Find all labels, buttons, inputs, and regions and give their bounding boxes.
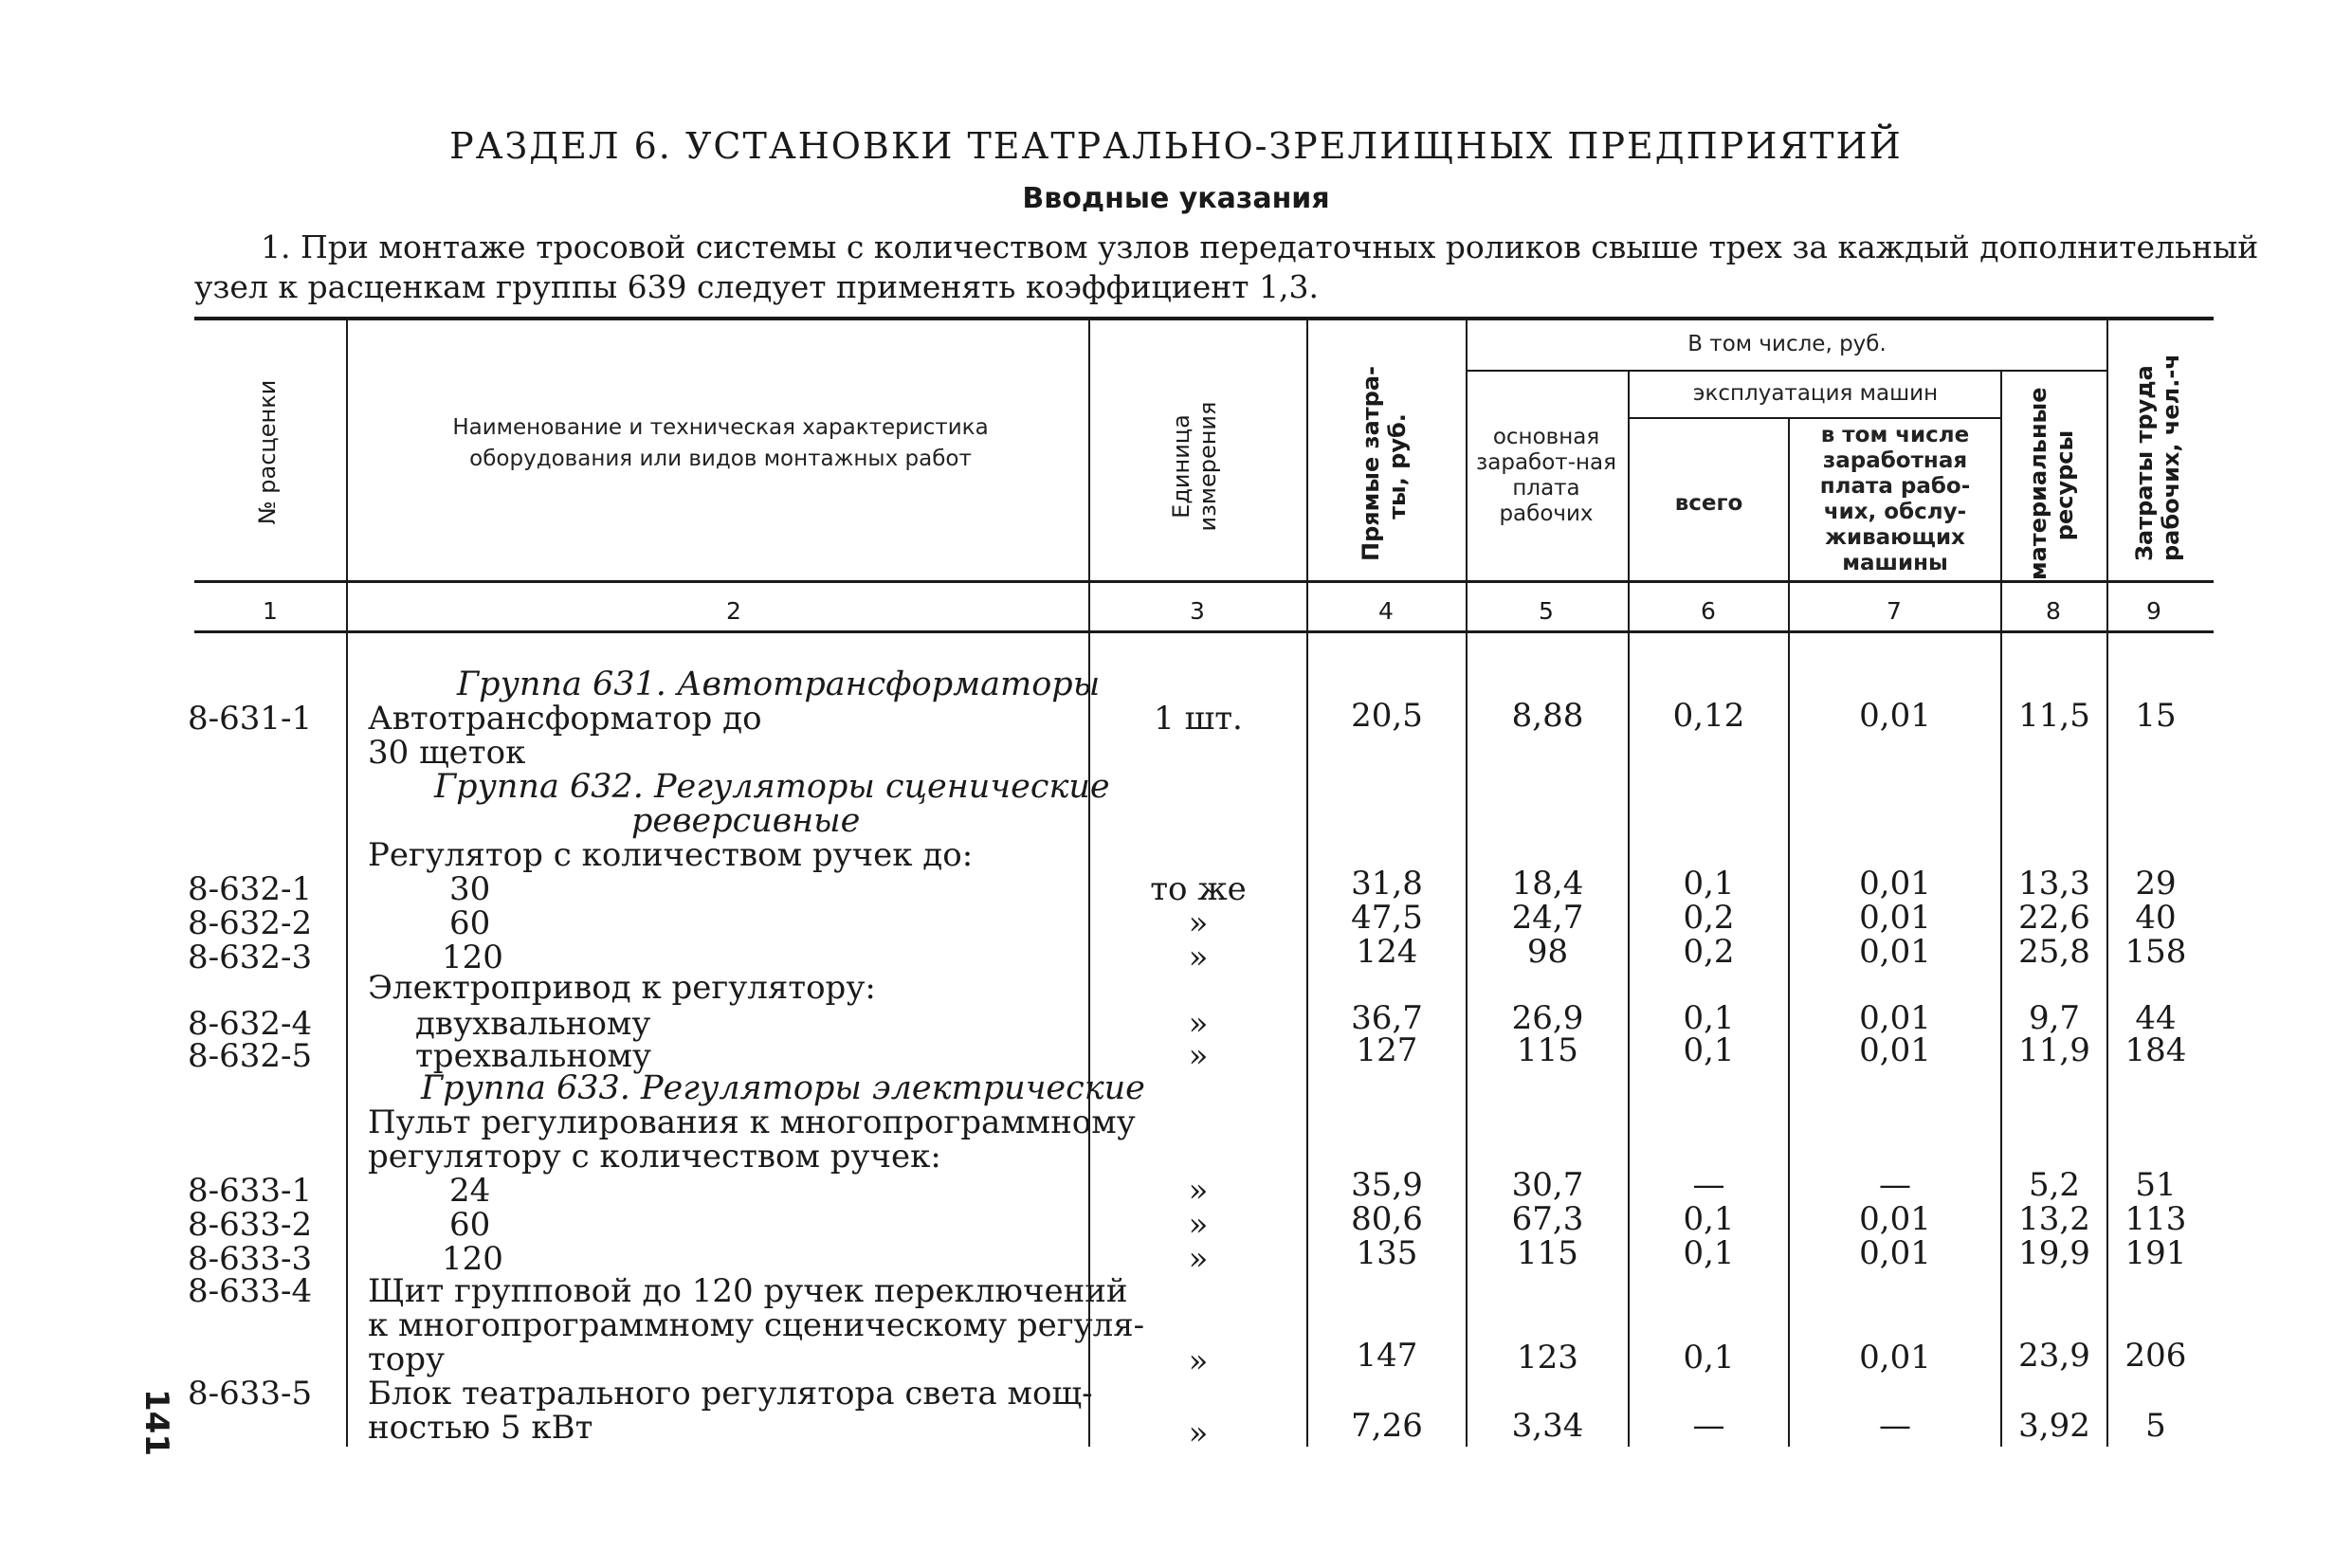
- row-description: Регулятор с количеством ручек до:: [368, 836, 974, 874]
- row-name: 60: [449, 904, 491, 942]
- row-code: 8-633-4: [188, 1272, 313, 1310]
- row-exploit-wage: —: [1879, 1166, 1911, 1204]
- row-unit: »: [1188, 1172, 1209, 1210]
- row-labor: 184: [2124, 1031, 2187, 1069]
- row-labor: 15: [2135, 697, 2177, 735]
- row-code: 8-632-5: [188, 1037, 313, 1075]
- colnum-bottom-rule: [194, 630, 2214, 633]
- row-description: тору: [368, 1340, 446, 1378]
- header-col-code: № расценки: [254, 379, 281, 525]
- header-col-base-wage: основная заработ-ная плата рабочих: [1476, 425, 1616, 526]
- row-code: 8-632-2: [188, 904, 313, 942]
- row-exploit-wage: 0,01: [1859, 697, 1931, 735]
- row-materials: 19,9: [2018, 1234, 2090, 1272]
- row-unit: »: [1188, 1240, 1209, 1278]
- row-direct-costs: 20,5: [1351, 697, 1423, 735]
- row-exploit-wage: 0,01: [1859, 1031, 1931, 1069]
- row-base-wage: 8,88: [1511, 697, 1584, 735]
- col-divider: [346, 320, 348, 633]
- col-number: 3: [1190, 597, 1205, 625]
- row-description: Щит групповой до 120 ручек переключений: [368, 1272, 1128, 1310]
- row-exploit-total: 0,1: [1683, 1031, 1735, 1069]
- row-exploit-wage: 0,01: [1859, 1234, 1931, 1272]
- row-code: 8-632-1: [188, 870, 313, 908]
- row-labor: 51: [2135, 1166, 2177, 1204]
- row-base-wage: 123: [1517, 1339, 1578, 1377]
- col-number: 1: [263, 597, 278, 625]
- row-materials: 23,9: [2018, 1337, 2090, 1375]
- row-code: 8-633-1: [188, 1172, 313, 1210]
- col-number: 2: [726, 597, 741, 625]
- intro-line-2: узел к расценкам группы 639 следует применять коэффициент 1,3.: [194, 268, 1319, 305]
- row-description: Автотрансформатор до: [368, 700, 762, 738]
- group-header-rule: [1468, 370, 2106, 372]
- group-title: Группа 632. Регуляторы сценические: [434, 768, 1110, 806]
- row-exploit-wage: 0,01: [1859, 933, 1931, 971]
- row-base-wage: 24,7: [1511, 899, 1584, 937]
- group-title: Группа 633. Регуляторы электрические: [421, 1069, 1145, 1107]
- row-exploit-total: 0,2: [1683, 899, 1735, 937]
- row-exploit-total: 0,1: [1683, 1200, 1735, 1238]
- row-unit: »: [1188, 1037, 1209, 1075]
- row-base-wage: 115: [1517, 1234, 1578, 1272]
- row-name: 120: [442, 1240, 503, 1278]
- col-number: 6: [1701, 597, 1716, 625]
- row-labor: 44: [2135, 999, 2177, 1037]
- row-direct-costs: 127: [1356, 1031, 1418, 1069]
- row-direct-costs: 35,9: [1351, 1166, 1423, 1204]
- row-unit: »: [1188, 939, 1209, 976]
- row-labor: 113: [2124, 1200, 2187, 1238]
- row-base-wage: 18,4: [1511, 865, 1584, 903]
- row-unit: то же: [1150, 870, 1247, 908]
- row-exploit-total: 0,1: [1683, 865, 1735, 903]
- table-top-rule: [194, 317, 2214, 320]
- header-col-name-line2: оборудования или видов монтажных работ: [469, 447, 972, 471]
- header-group-including: В том числе, руб.: [1687, 332, 1887, 356]
- row-unit: »: [1188, 1005, 1209, 1043]
- row-name: 24: [449, 1172, 491, 1210]
- row-materials: 5,2: [2028, 1166, 2081, 1204]
- page-title: РАЗДЕЛ 6. УСТАНОВКИ ТЕАТРАЛЬНО-ЗРЕЛИЩНЫХ ПРЕДПРИЯТИЙ: [449, 125, 1903, 167]
- row-unit: »: [1188, 904, 1209, 942]
- exploit-header-rule: [1630, 417, 2001, 419]
- intro-line-1: 1. При монтаже тросовой системы с количеством узлов передаточных роликов свыше трех за каждый дополнительный: [261, 228, 2259, 265]
- header-col-exploit-total: всего: [1674, 491, 1743, 516]
- row-materials: 13,2: [2018, 1200, 2090, 1238]
- row-name: двухвальному: [415, 1005, 651, 1043]
- row-code: 8-633-5: [188, 1375, 313, 1413]
- row-labor: 5: [2145, 1407, 2166, 1445]
- col-divider: [1788, 419, 1790, 633]
- row-exploit-wage: 0,01: [1859, 999, 1931, 1037]
- row-name: 60: [449, 1206, 491, 1244]
- row-unit: »: [1188, 1342, 1209, 1380]
- row-description: ностью 5 кВт: [368, 1409, 593, 1447]
- row-exploit-wage: 0,01: [1859, 899, 1931, 937]
- row-description: Блок театрального регулятора света мощ-: [368, 1375, 1093, 1413]
- row-exploit-total: —: [1692, 1407, 1725, 1445]
- header-col-name-line1: Наименование и техническая характеристика: [452, 415, 989, 440]
- header-col-direct-line1: Прямые затра-: [1358, 365, 1384, 561]
- col-divider: [2000, 372, 2002, 633]
- col-divider: [1088, 320, 1090, 633]
- row-exploit-total: —: [1692, 1166, 1725, 1204]
- group-title: реверсивные: [631, 802, 861, 840]
- header-col-materials: [2025, 387, 2082, 580]
- row-exploit-total: 0,12: [1672, 697, 1745, 735]
- row-labor: 158: [2124, 933, 2187, 971]
- row-labor: 206: [2124, 1337, 2187, 1375]
- row-labor: 191: [2124, 1234, 2187, 1272]
- row-direct-costs: 7,26: [1351, 1407, 1423, 1445]
- row-exploit-wage: 0,01: [1859, 865, 1931, 903]
- header-exploitation: эксплуатация машин: [1692, 381, 1939, 406]
- row-labor: 40: [2135, 899, 2177, 937]
- row-direct-costs: 36,7: [1351, 999, 1423, 1037]
- col-divider: [2106, 320, 2108, 633]
- header-col-unit-line1: Единица: [1168, 414, 1194, 519]
- col-number: 4: [1378, 597, 1394, 625]
- header-col-materials-line1: материальные: [2025, 387, 2051, 580]
- row-description: Электропривод к регулятору:: [368, 969, 876, 1007]
- header-col-exploit-wage: в том числе заработная плата рабо-чих, обслу-живающих машины: [1819, 423, 1971, 575]
- intro-paragraph: [194, 228, 2259, 307]
- row-description: 30 щеток: [368, 734, 526, 772]
- col-divider: [1466, 320, 1468, 633]
- row-exploit-total: 0,1: [1683, 1234, 1735, 1272]
- row-unit: »: [1188, 1206, 1209, 1244]
- row-exploit-total: 0,1: [1683, 1339, 1735, 1377]
- header-col-direct-line2: ты, руб.: [1384, 413, 1411, 520]
- row-exploit-wage: —: [1879, 1407, 1911, 1445]
- row-name: 120: [442, 939, 503, 976]
- row-base-wage: 67,3: [1511, 1200, 1584, 1238]
- row-direct-costs: 31,8: [1351, 865, 1423, 903]
- row-materials: 25,8: [2018, 933, 2090, 971]
- row-direct-costs: 124: [1356, 933, 1418, 971]
- row-direct-costs: 47,5: [1351, 899, 1423, 937]
- row-exploit-wage: 0,01: [1859, 1339, 1931, 1377]
- page-number: 141: [137, 1389, 175, 1456]
- row-exploit-total: 0,1: [1683, 999, 1735, 1037]
- row-unit: 1 шт.: [1154, 700, 1243, 738]
- header-col-labor: [2131, 354, 2188, 561]
- row-labor: 29: [2135, 865, 2177, 903]
- row-direct-costs: 147: [1356, 1337, 1418, 1375]
- header-col-direct-costs: [1358, 365, 1414, 561]
- row-name: трехвальному: [415, 1037, 651, 1075]
- row-description: регулятору с количеством ручек:: [368, 1138, 941, 1176]
- header-bottom-rule: [194, 580, 2214, 583]
- header-col-name: [360, 415, 1081, 472]
- row-base-wage: 30,7: [1511, 1166, 1584, 1204]
- row-code: 8-633-2: [188, 1206, 313, 1244]
- row-materials: 9,7: [2028, 999, 2081, 1037]
- row-name: 30: [449, 870, 491, 908]
- header-col-unit-line2: измерения: [1194, 401, 1221, 532]
- row-base-wage: 98: [1526, 933, 1569, 971]
- row-description: Пульт регулирования к многопрограммному: [368, 1103, 1136, 1141]
- row-description: к многопрограммному сценическому регуля-: [368, 1306, 1145, 1344]
- row-code: 8-631-1: [188, 700, 313, 738]
- row-materials: 11,5: [2018, 697, 2090, 735]
- row-exploit-wage: 0,01: [1859, 1200, 1931, 1238]
- col-number: 5: [1539, 597, 1554, 625]
- row-code: 8-632-3: [188, 939, 313, 976]
- col-number: 7: [1887, 597, 1902, 625]
- row-materials: 3,92: [2018, 1407, 2090, 1445]
- row-unit: »: [1188, 1414, 1209, 1452]
- row-base-wage: 26,9: [1511, 999, 1584, 1037]
- header-col-materials-line2: ресурсы: [2051, 429, 2078, 541]
- group-title: Группа 631. Автотрансформаторы: [457, 665, 1101, 703]
- row-code: 8-632-4: [188, 1005, 313, 1043]
- row-code: 8-633-3: [188, 1240, 313, 1278]
- section-subtitle: Вводные указания: [1022, 182, 1330, 215]
- row-materials: 11,9: [2018, 1031, 2090, 1069]
- row-base-wage: 115: [1517, 1031, 1578, 1069]
- col-number: 9: [2146, 597, 2161, 625]
- row-direct-costs: 80,6: [1351, 1200, 1423, 1238]
- header-col-labor-line2: рабочих, чел.-ч: [2158, 354, 2184, 561]
- col-divider: [1306, 320, 1308, 633]
- header-col-labor-line1: Затраты труда: [2131, 365, 2158, 561]
- col-number: 8: [2046, 597, 2061, 625]
- row-base-wage: 3,34: [1511, 1407, 1584, 1445]
- row-direct-costs: 135: [1356, 1234, 1418, 1272]
- header-col-unit: [1168, 372, 1225, 561]
- row-materials: 22,6: [2018, 899, 2090, 937]
- row-materials: 13,3: [2018, 865, 2090, 903]
- row-exploit-total: 0,2: [1683, 933, 1735, 971]
